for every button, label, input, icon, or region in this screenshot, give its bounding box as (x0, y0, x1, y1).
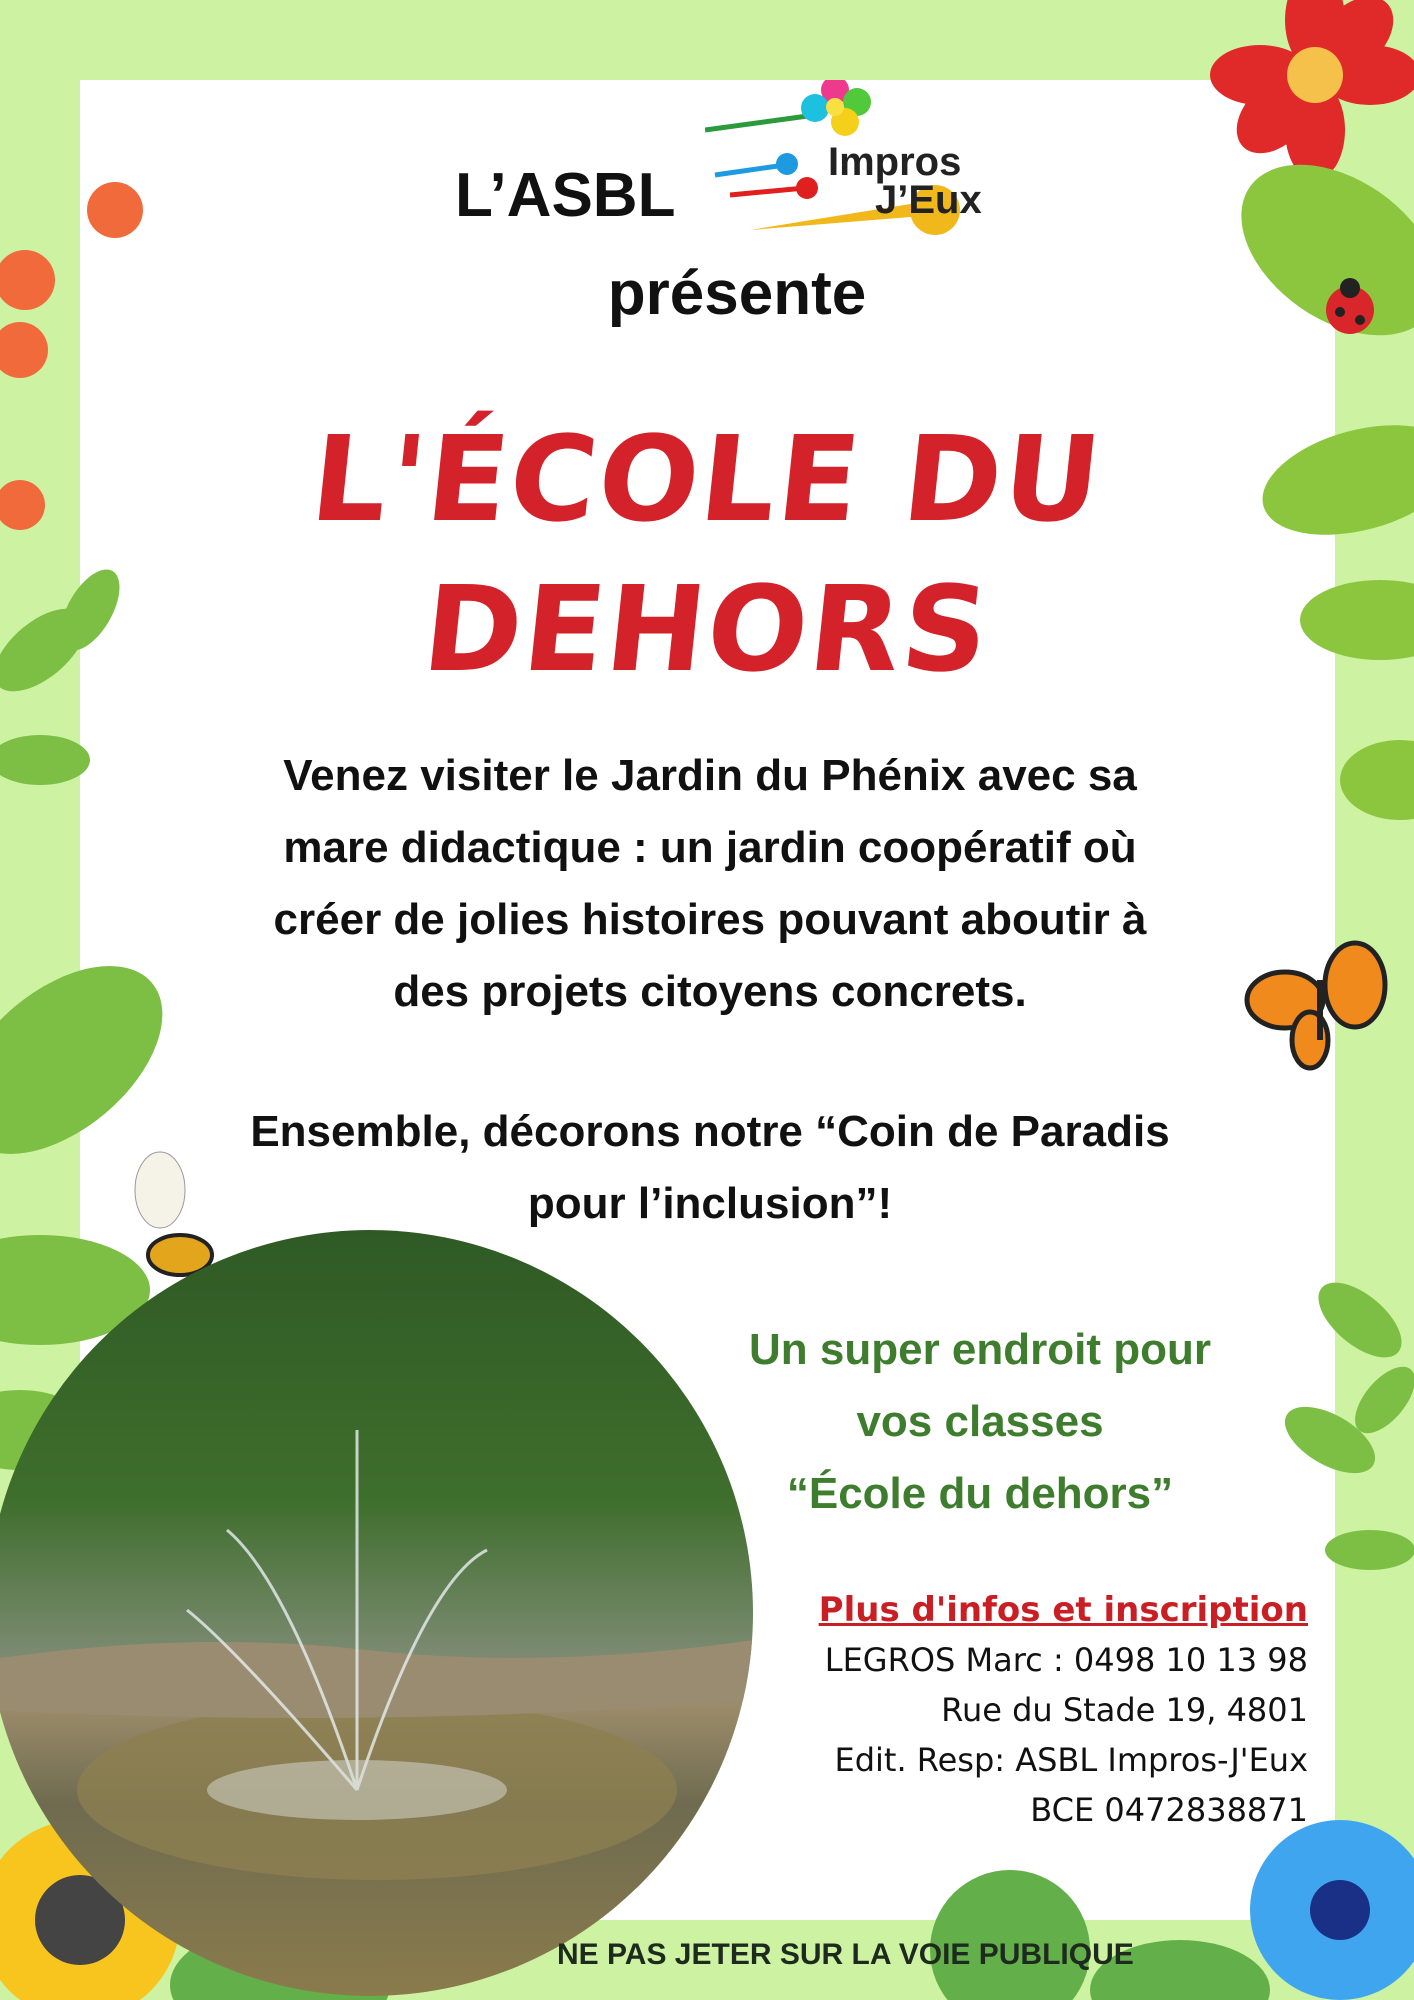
presente-label: présente (607, 259, 867, 328)
intro-paragraph (120, 740, 1300, 1028)
ensemble-line: pour l’inclusion”! (527, 1179, 893, 1228)
contact-heading-link[interactable]: Plus d'infos et inscription (818, 1590, 1308, 1630)
title-line-2: DEHORS (416, 560, 997, 698)
impros-jeux-logo (705, 80, 995, 240)
logo-text-impros: Impros (828, 140, 962, 184)
intro-line: Venez visiter le Jardin du Phénix avec sa (283, 751, 1137, 800)
ensemble-paragraph (120, 1096, 1300, 1240)
contact-block (819, 1585, 1308, 1835)
ensemble-line: Ensemble, décorons notre “Coin de Paradis (250, 1107, 1170, 1156)
intro-line: des projets citoyens concrets. (393, 967, 1027, 1016)
intro-line: mare didactique : un jardin coopératif où (283, 823, 1137, 872)
highlight-text (680, 1314, 1280, 1530)
contact-phone: LEGROS Marc : 0498 10 13 98 (824, 1641, 1308, 1679)
title-line-1: L'ÉCOLE DU (304, 410, 1109, 548)
contact-bce: BCE 0472838871 (1030, 1791, 1308, 1829)
contact-editor: Edit. Resp: ASBL Impros-J'Eux (834, 1741, 1308, 1779)
logo-text-jeux: J’Eux (875, 178, 982, 222)
garden-pond-photo (0, 1230, 753, 1996)
intro-line: créer de jolies histoires pouvant aboutir à (273, 895, 1147, 944)
asbl-label: L’ASBL (455, 161, 676, 230)
highlight-line: vos classes (856, 1397, 1104, 1446)
right-vine-icon (1274, 1269, 1414, 1570)
highlight-line: “École du dehors” (786, 1469, 1174, 1518)
blue-flower-icon (1250, 1820, 1414, 2000)
contact-address: Rue du Stade 19, 4801 (941, 1691, 1308, 1729)
footer-notice: NE PAS JETER SUR LA VOIE PUBLIQUE (557, 1938, 1134, 1971)
red-flower-icon (1210, 0, 1414, 180)
highlight-line: Un super endroit pour (749, 1325, 1211, 1374)
